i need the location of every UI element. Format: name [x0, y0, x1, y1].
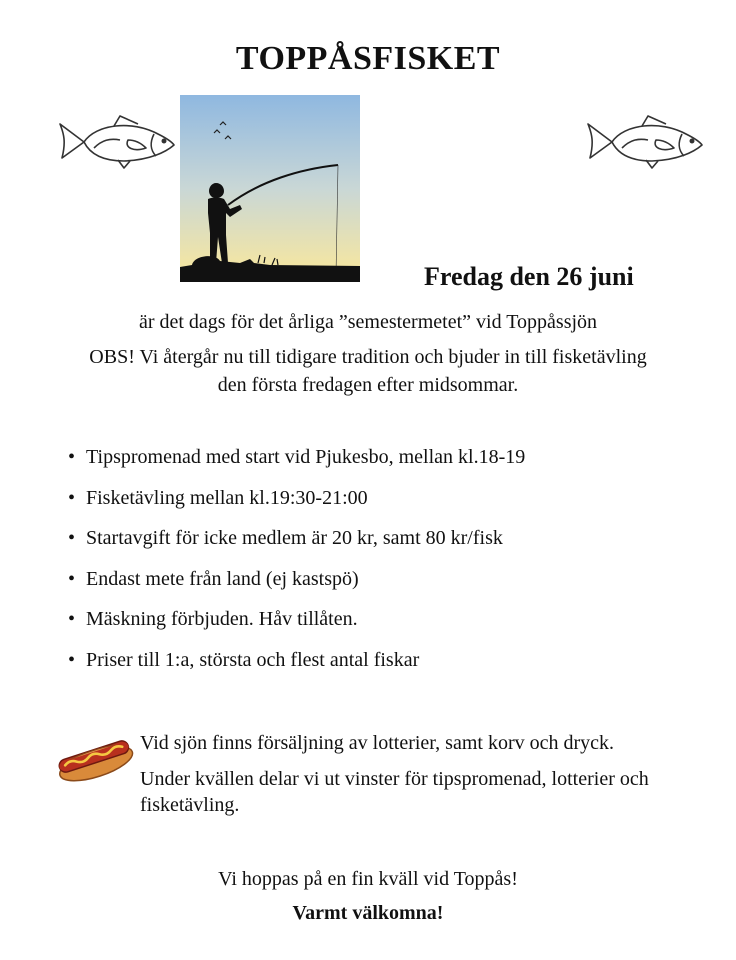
info-list	[68, 441, 525, 684]
fisherman-sunset-image	[180, 95, 360, 282]
event-date: Fredag den 26 juni	[424, 262, 634, 291]
page-title: TOPPÅSFISKET	[235, 40, 501, 77]
bullet-icon: •	[68, 486, 76, 509]
bullet-icon: •	[68, 567, 76, 590]
closing-text: Vi hoppas på en fin kväll vid Toppås!	[218, 868, 518, 890]
list-item: • Fisketävling mellan kl.19:30-21:00	[68, 482, 525, 523]
bullet-icon: •	[68, 608, 76, 630]
hotdog-icon	[52, 728, 136, 786]
list-item: • Priser till 1:a, största och flest antal fiskar	[68, 644, 525, 685]
fish-icon	[582, 112, 704, 172]
obs-text-line-1: OBS! Vi återgår nu till tidigare tradition och bjuder in till fisketävling	[89, 346, 647, 368]
list-item: • Tipspromenad med start vid Pjukesbo, mellan kl.18-19	[68, 441, 525, 482]
sale-text: Vid sjön finns försäljning av lotterier, samt korv och dryck.	[140, 732, 615, 754]
fish-icon	[54, 112, 176, 172]
bullet-icon: •	[68, 648, 76, 671]
welcome-text: Varmt välkomna!	[292, 902, 444, 924]
bullet-icon: •	[68, 527, 76, 549]
bullet-icon: •	[68, 446, 76, 468]
obs-text-line-2: den första fredagen efter midsommar.	[217, 374, 519, 396]
intro-text: är det dags för det årliga ”semestermetet” vid Toppåssjön	[138, 311, 598, 333]
evening-text: Under kvällen delar vi ut vinster för tipspromenad, lotterier och fisketävling.	[140, 768, 649, 816]
list-item: • Startavgift för icke medlem är 20 kr, samt 80 kr/fisk	[68, 522, 525, 563]
list-item: • Mäskning förbjuden. Håv tillåten.	[68, 603, 525, 644]
list-item: • Endast mete från land (ej kastspö)	[68, 563, 525, 604]
